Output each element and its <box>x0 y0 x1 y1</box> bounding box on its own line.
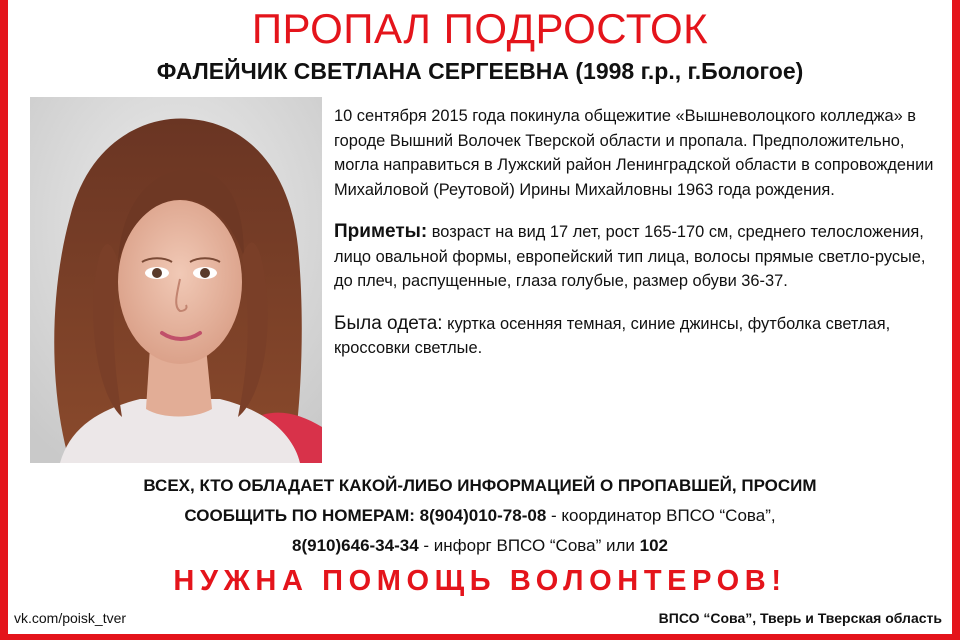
signs-label: Приметы: <box>334 221 428 242</box>
missing-person-photo <box>30 97 322 463</box>
coordinator-phone: СООБЩИТЬ ПО НОМЕРАМ: 8(904)010-78-08 <box>184 506 547 525</box>
signs-text: возраст на вид 17 лет, рост 165-170 см, среднего телосложения, лицо овальной формы, европейский тип лица, волосы прямые светло-русые, до плеч, распущенные, глаза голубые, размер обуви 36-37. <box>334 223 926 290</box>
coordinator-role: - координатор ВПСО “Сова”, <box>546 506 776 525</box>
vk-group-link[interactable]: vk.com/poisk_tver <box>14 610 127 626</box>
poster-title: ПРОПАЛ ПОДРОСТОК <box>251 5 709 52</box>
physical-signs <box>334 220 934 294</box>
inforg-role: - инфорг ВПСО “Сова” или <box>418 536 640 555</box>
organization-credit: ВПСО “Сова”, Тверь и Тверская область <box>658 610 942 626</box>
disappearance-circumstances: 10 сентября 2015 года покинула общежитие «Вышневолоцкого колледжа» в городе Вышний Волочек Тверской области и пропала. Предположительно, могла направиться в Лужский район Ленинградской области в сопровождении Михайловой (Реутовой) Ирины Михайловны 1963 года рождения. <box>334 107 934 199</box>
portrait-illustration <box>30 97 322 463</box>
contact-appeal <box>0 471 960 561</box>
volunteers-needed-banner: НУЖНА ПОМОЩЬ ВОЛОНТЕРОВ! <box>173 565 787 597</box>
appeal-line-2 <box>0 501 960 531</box>
appeal-line-1: ВСЕХ, КТО ОБЛАДАЕТ КАКОЙ-ЛИБО ИНФОРМАЦИЕЙ О ПРОПАВШЕЙ, ПРОСИМ <box>143 476 817 495</box>
emergency-number: 102 <box>639 536 668 555</box>
appeal-line-3 <box>0 531 960 561</box>
clothing-description <box>334 312 934 361</box>
inforg-phone: 8(910)646-34-34 <box>292 536 419 555</box>
missing-person-name: ФАЛЕЙЧИК СВЕТЛАНА СЕРГЕЕВНА (1998 г.р., г.Бологое) <box>156 58 804 84</box>
clothing-label: Была одета: <box>334 312 443 334</box>
description-block <box>334 104 934 361</box>
clothing-text: куртка осенняя темная, синие джинсы, футболка светлая, кроссовки светлые. <box>334 314 891 357</box>
